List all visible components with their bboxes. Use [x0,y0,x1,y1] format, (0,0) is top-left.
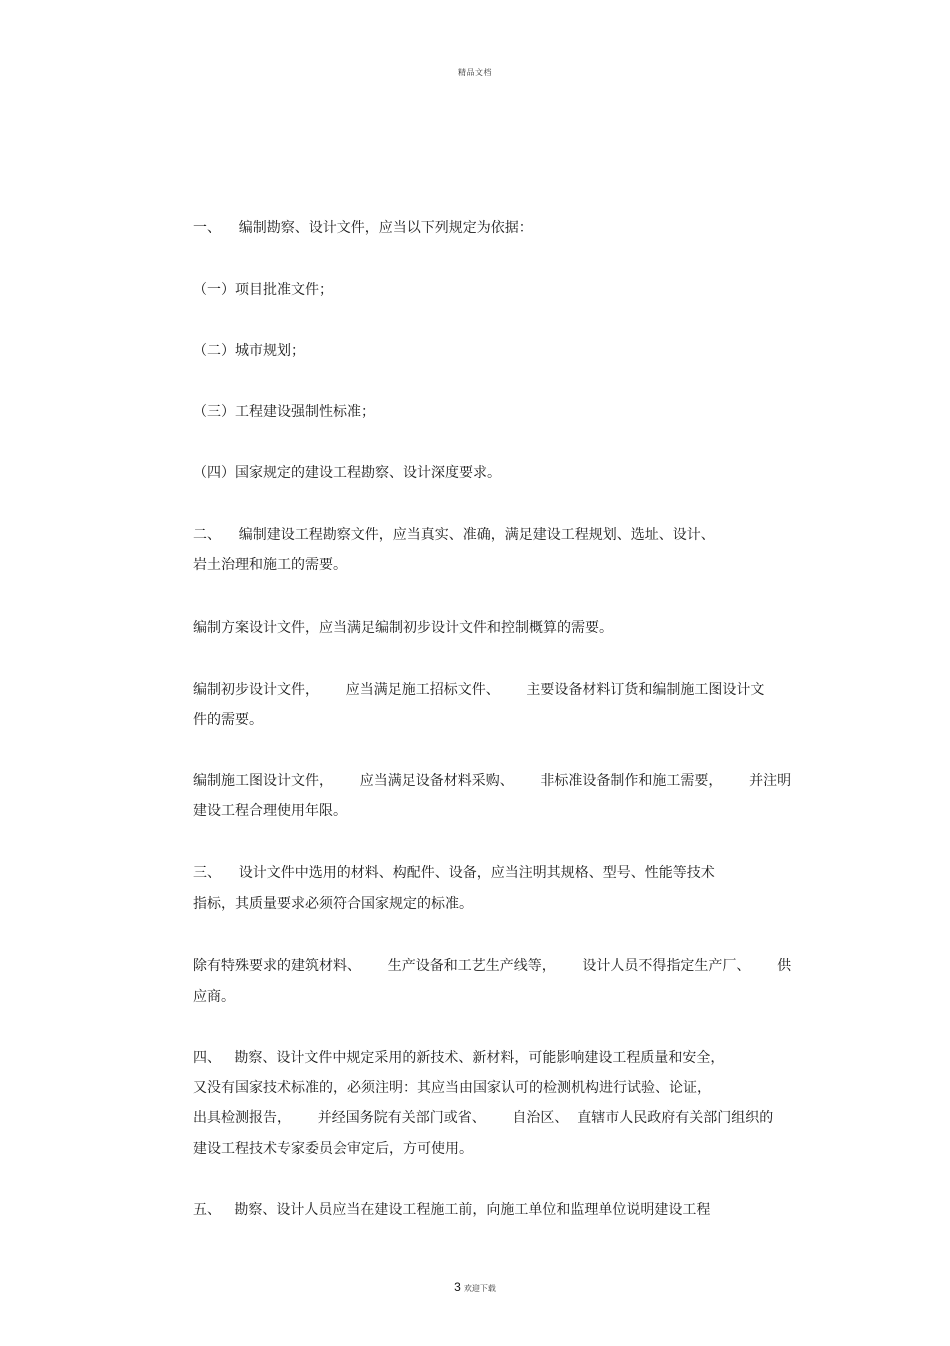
paragraph-special-materials-line-1: 除有特殊要求的建筑材料、 生产设备和工艺生产线等， 设计人员不得指定生产厂、 供 [193,958,792,974]
list-item-4: （四）国家规定的建设工程勘察、设计深度要求。 [193,465,501,481]
paragraph-special-materials-line-2: 应商。 [193,989,235,1005]
paragraph-preliminary-design-line-1: 编制初步设计文件， 应当满足施工招标文件、 主要设备材料订货和编制施工图设计文 [193,682,765,698]
paragraph-scheme-design: 编制方案设计文件，应当满足编制初步设计文件和控制概算的需要。 [193,620,613,636]
list-item-2: （二）城市规划； [193,343,305,359]
list-item-3: （三）工程建设强制性标准； [193,404,375,420]
footer-text: 欢迎下载 [463,1284,496,1293]
paragraph-construction-drawing-line-2: 建设工程合理使用年限。 [193,803,347,819]
section-4-line-1: 四、 勘察、设计文件中规定采用的新技术、新材料，可能影响建设工程质量和安全， [193,1050,725,1066]
section-5-line-1: 五、 勘察、设计人员应当在建设工程施工前，向施工单位和监理单位说明建设工程 [193,1202,711,1218]
paragraph-preliminary-design-line-2: 件的需要。 [193,712,263,728]
page-header: 精品文档 [458,68,492,77]
section-3-line-2: 指标，其质量要求必须符合国家规定的标准。 [193,896,473,912]
section-4-line-4: 建设工程技术专家委员会审定后，方可使用。 [193,1141,473,1157]
section-1-heading: 一、 编制勘察、设计文件，应当以下列规定为依据： [193,220,533,236]
section-2-line-1: 二、 编制建设工程勘察文件，应当真实、准确，满足建设工程规划、选址、设计、 [193,527,715,543]
list-item-1: （一）项目批准文件； [193,282,333,298]
page-number: 3 [454,1280,461,1294]
section-4-line-2: 又没有国家技术标准的，必须注明：其应当由国家认可的检测机构进行试验、论证， [193,1080,711,1096]
section-4-line-3: 出具检测报告， 并经国务院有关部门或省、 自治区、 直辖市人民政府有关部门组织的 [193,1110,774,1126]
paragraph-construction-drawing-line-1: 编制施工图设计文件， 应当满足设备材料采购、 非标准设备制作和施工需要， 并注明 [193,773,792,789]
section-3-line-1: 三、 设计文件中选用的材料、构配件、设备，应当注明其规格、型号、性能等技术 [193,865,715,881]
page-footer [0,1280,950,1294]
section-2-line-2: 岩土治理和施工的需要。 [193,557,347,573]
